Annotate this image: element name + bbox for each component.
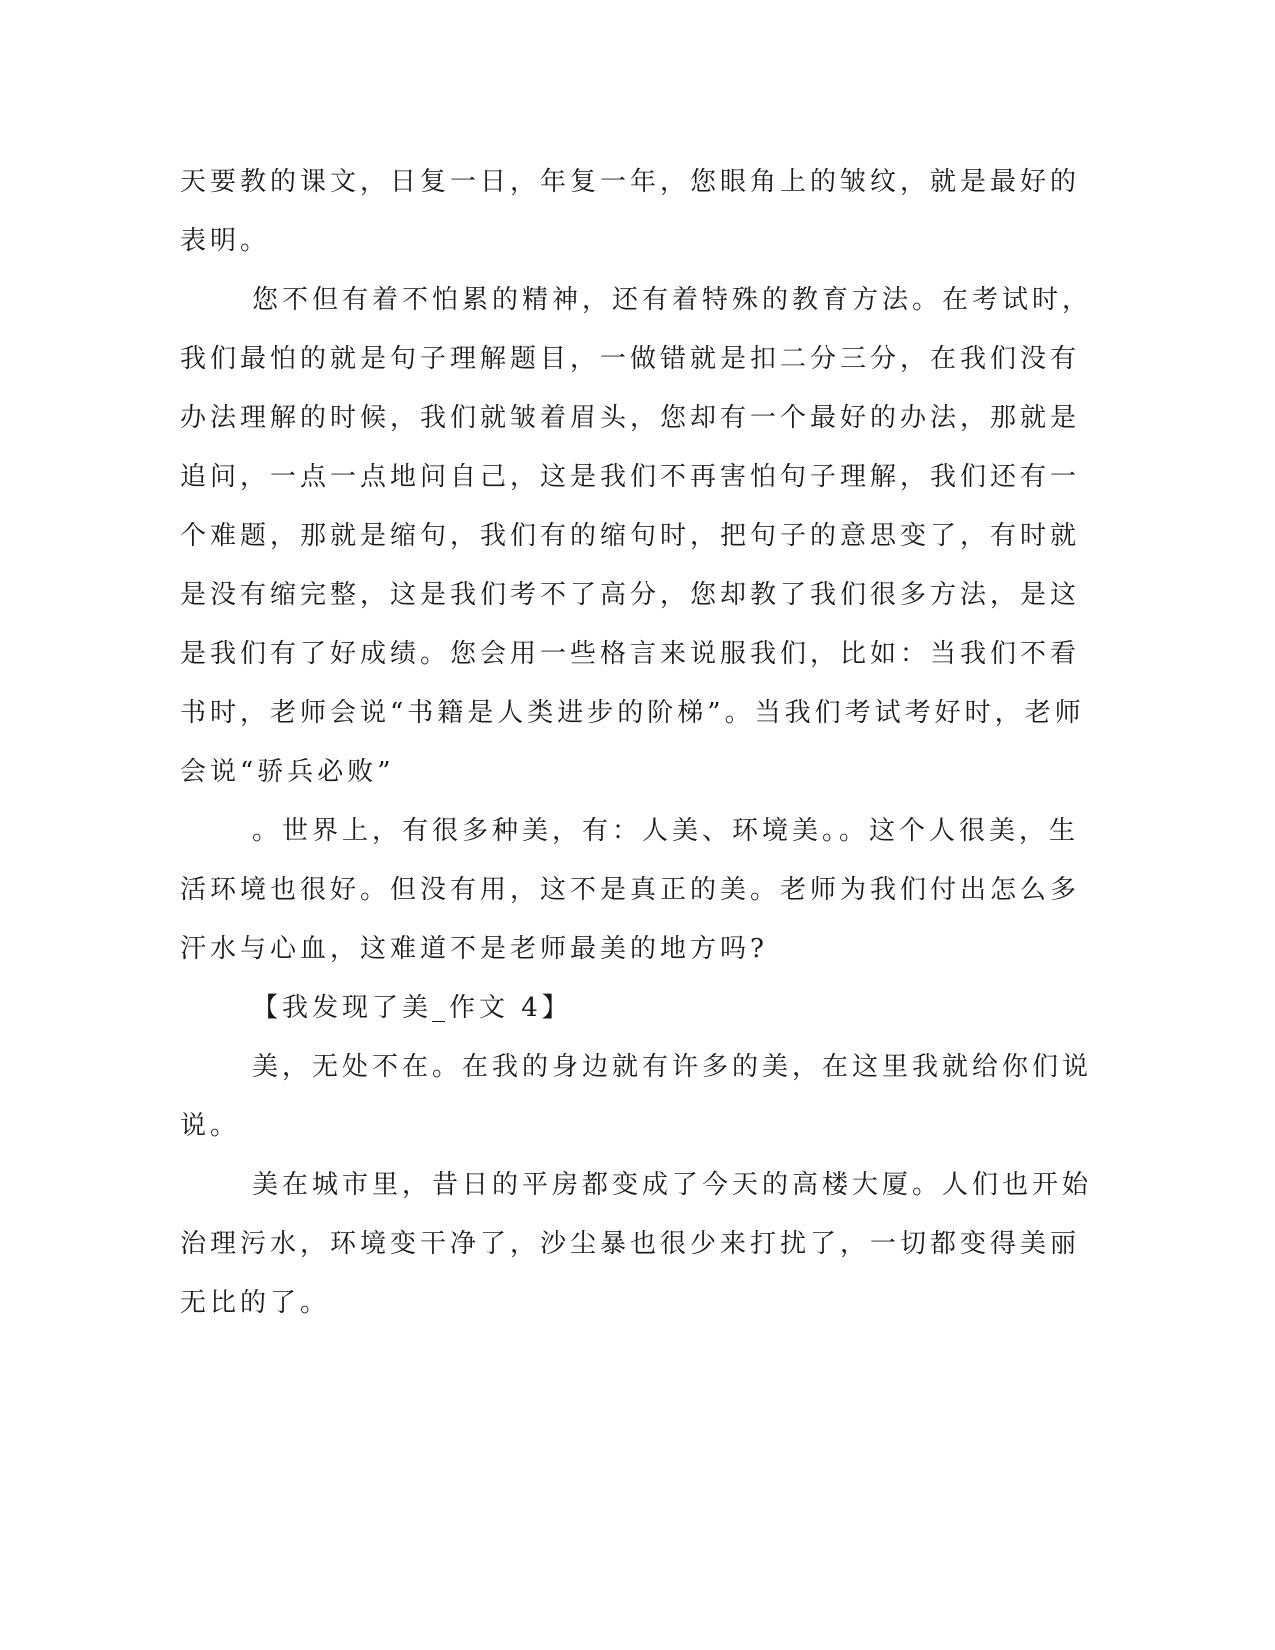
text-line: 天要教的课文，日复一日，年复一年，您眼角上的皱纹，就是最好的 [180,167,1081,197]
text-line: 追问，一点一点地问自己，这是我们不再害怕句子理解，我们还有一 [180,462,1081,492]
text-line: 个难题，那就是缩句，我们有的缩句时，把句子的意思变了，有时就 [180,521,1081,551]
text-line: 您不但有着不怕累的精神，还有着特殊的教育方法。在考试时， [252,285,1093,315]
section-heading: 【我发现了美_作文 4】 [252,993,572,1023]
text-line: 美，无处不在。在我的身边就有许多的美，在这里我就给你们说 [252,1052,1093,1082]
text-line: 说。 [180,1111,241,1141]
text-line: 是我们有了好成绩。您会用一些格言来说服我们，比如：当我们不看 [180,639,1081,669]
text-line: 会说“骄兵必败” [180,757,395,787]
text-line: 汗水与心血，这难道不是老师最美的地方吗? [180,934,768,964]
text-line: 表明。 [180,226,271,256]
text-line: 办法理解的时候，我们就皱着眉头，您却有一个最好的办法，那就是 [180,403,1081,433]
text-line: 治理污水，环境变干净了，沙尘暴也很少来打扰了，一切都变得美丽 [180,1229,1081,1259]
text-line: 活环境也很好。但没有用，这不是真正的美。老师为我们付出怎么多 [180,875,1081,905]
text-line: 美在城市里，昔日的平房都变成了今天的高楼大厦。人们也开始 [252,1170,1093,1200]
text-line: 是没有缩完整，这是我们考不了高分，您却教了我们很多方法，是这 [180,580,1081,610]
text-line: 。世界上，有很多种美，有：人美、环境美。。这个人很美，生 [252,816,1080,846]
text-line: 无比的了。 [180,1288,331,1318]
document-body [180,153,1093,1333]
text-line: 我们最怕的就是句子理解题目，一做错就是扣二分三分，在我们没有 [180,344,1081,374]
text-line: 书时，老师会说“书籍是人类进步的阶梯”。当我们考试考好时，老师 [180,698,1085,728]
